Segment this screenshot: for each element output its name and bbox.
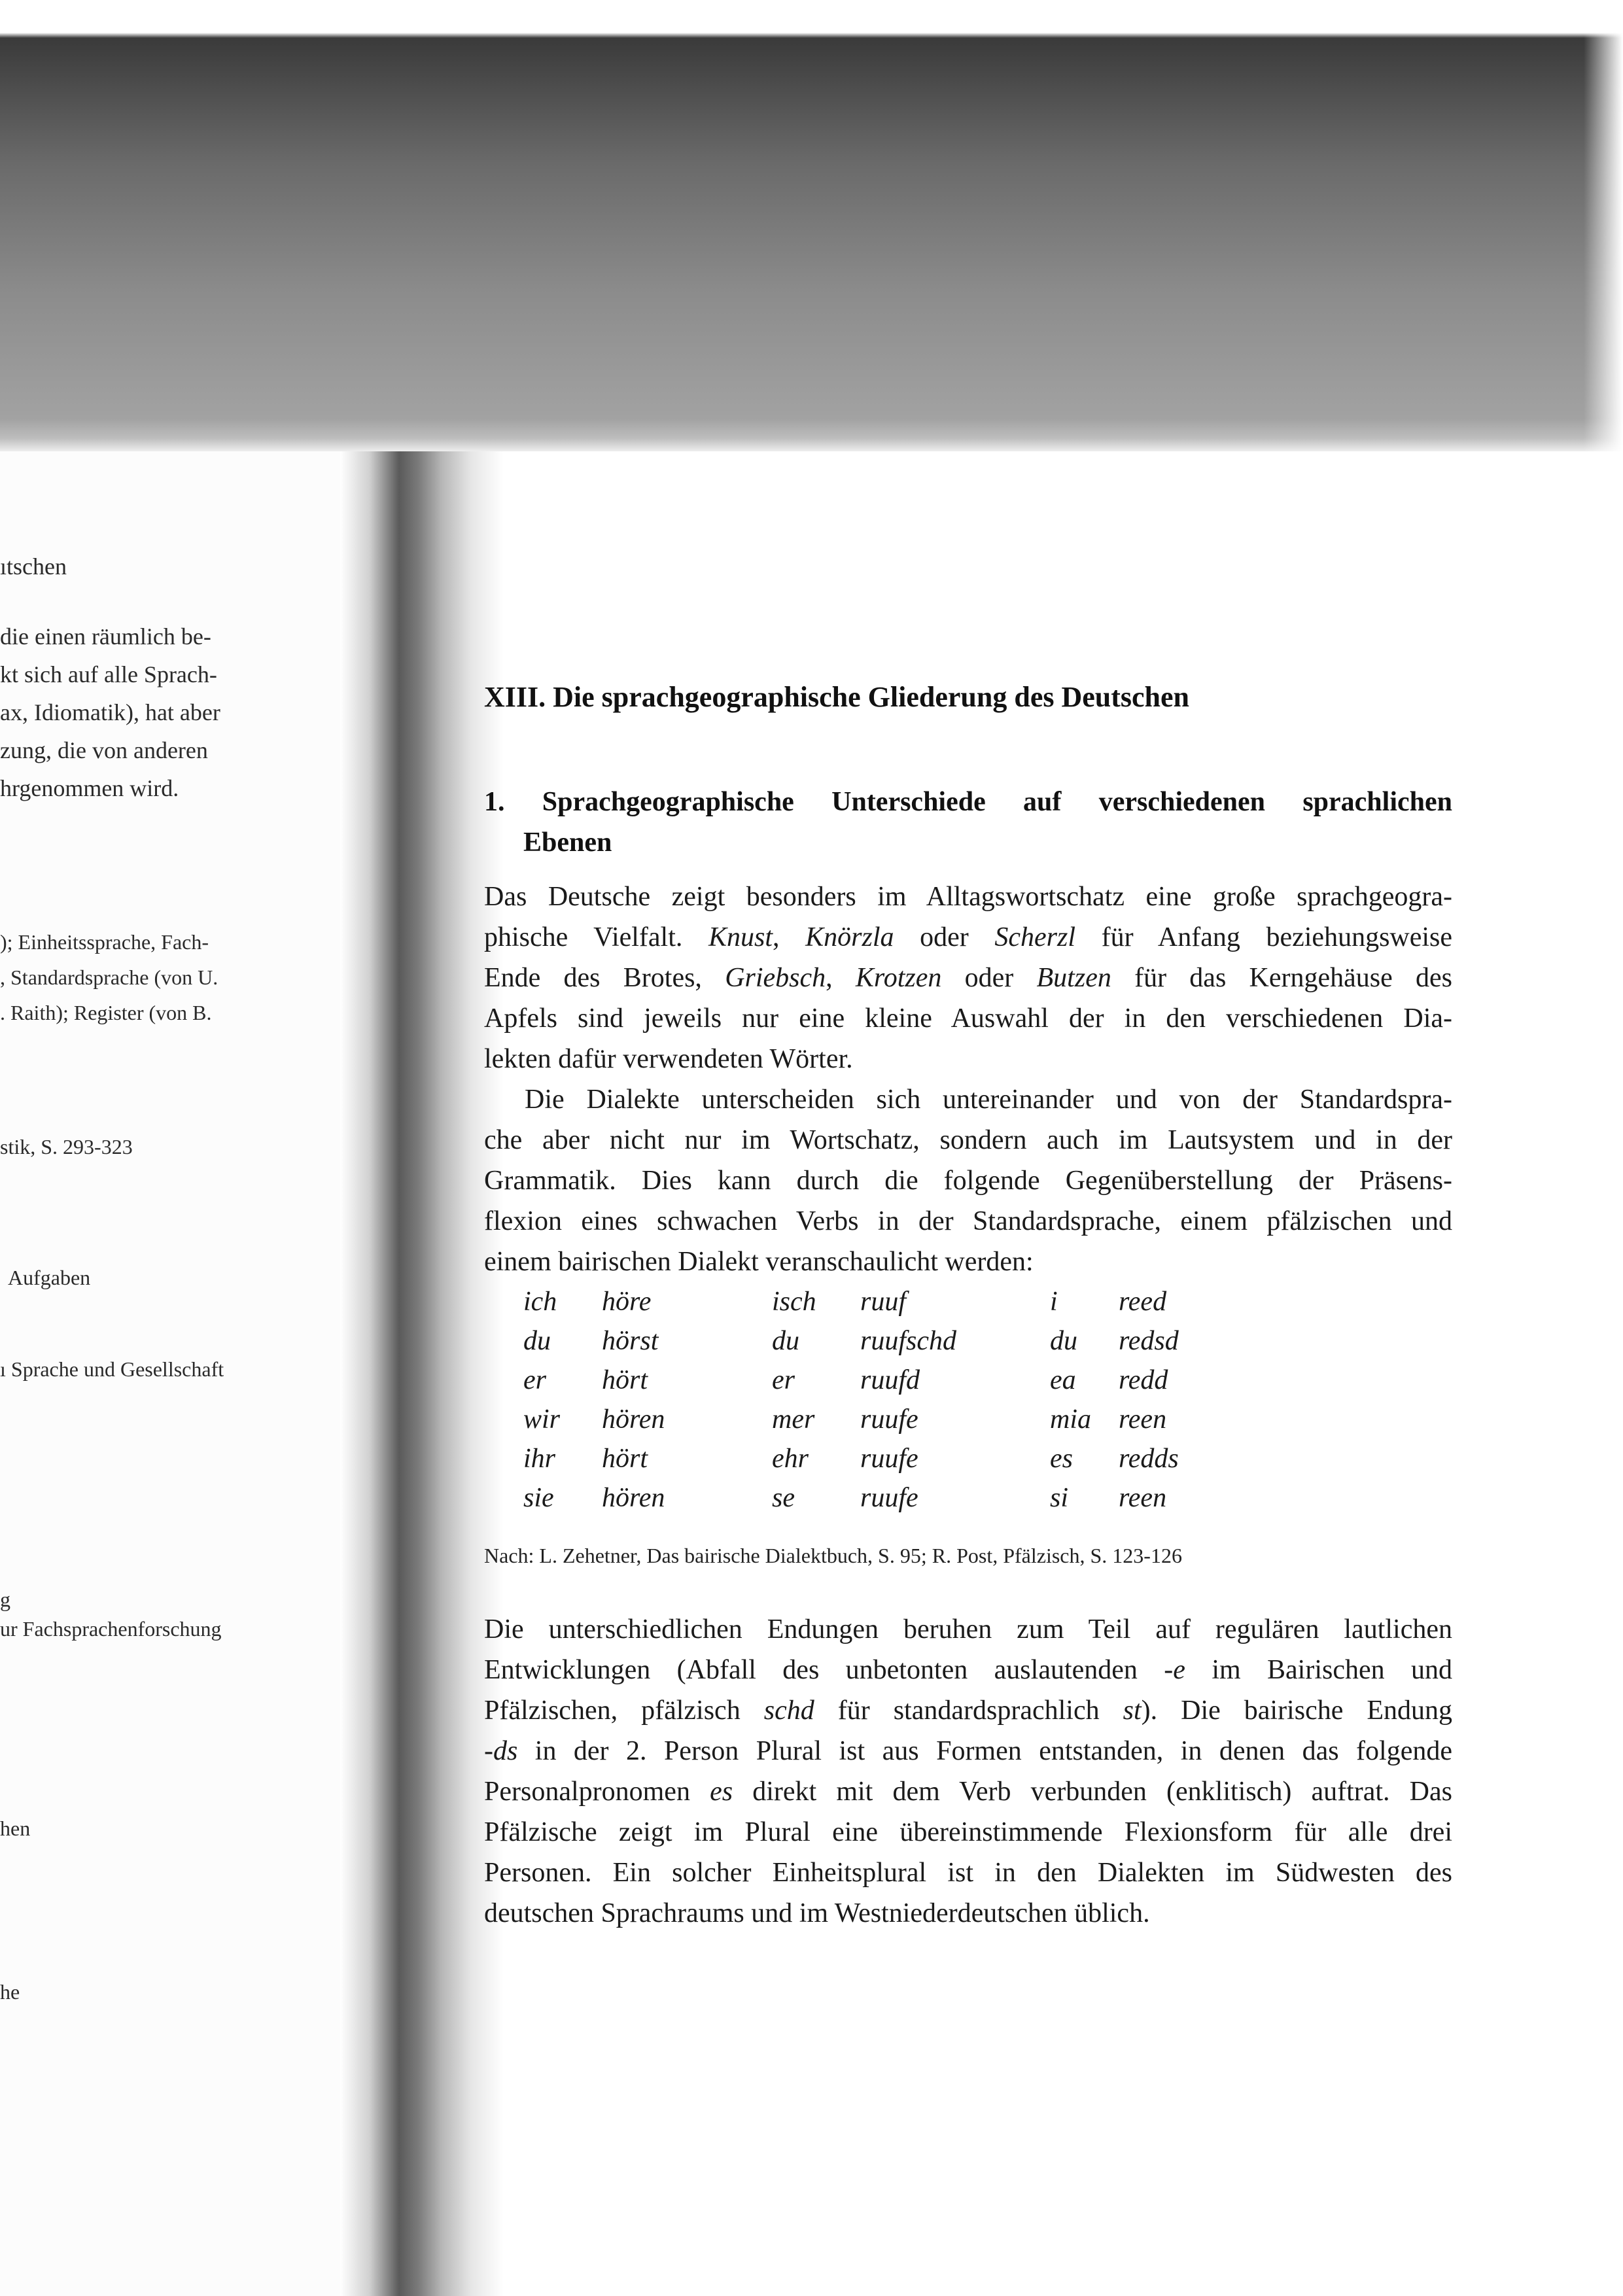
text-line: Pfälzischen, pfälzisch schd für standardsprachlich st). Die bairische Endung [484, 1696, 1453, 1726]
conjugation-table [523, 1282, 1243, 1518]
source-citation: Nach: L. Zehetner, Das bairische Dialektbuch, S. 95; R. Post, Pfälzisch, S. 123-126 [484, 1544, 1182, 1567]
paragraph-1 [484, 877, 1452, 1079]
table-verb: hört [602, 1365, 648, 1395]
table-verb: hörst [602, 1326, 659, 1356]
left-page-line: stik, S. 293-323 [0, 1135, 133, 1158]
left-page-line: he [0, 1980, 20, 2004]
table-verb: reen [1119, 1404, 1167, 1435]
section-title: 1. Sprachgeographische Unterschiede auf verschiedenen sprachlichen [484, 787, 1452, 817]
left-page-line: ); Einheitssprache, Fach- [0, 930, 209, 954]
paragraph-2 [484, 1079, 1452, 1282]
table-pronoun: se [772, 1483, 795, 1513]
left-page-line: ur Fachsprachenforschung [0, 1617, 222, 1641]
text-line: Grammatik. Dies kann durch die folgende Gegenüberstellung der Präsens- [484, 1166, 1452, 1196]
table-verb: redsd [1119, 1326, 1179, 1356]
table-pronoun: es [1050, 1444, 1073, 1474]
text-line: Die Dialekte unterscheiden sich untereinander und von der Standardspra- [525, 1085, 1452, 1115]
text-line: Entwicklungen (Abfall des unbetonten auslautenden -e im Bairischen und [484, 1655, 1453, 1685]
table-verb: ruufe [860, 1444, 918, 1474]
table-pronoun: ich [523, 1287, 557, 1317]
text-line: Personen. Ein solcher Einheitsplural ist in den Dialekten im Südwesten des [484, 1858, 1452, 1888]
left-page-line: hrgenommen wird. [0, 775, 179, 801]
table-verb: ruufschd [860, 1326, 956, 1356]
table-pronoun: ehr [772, 1444, 809, 1474]
table-pronoun: sie [523, 1483, 554, 1513]
text-line: Apfels sind jeweils nur eine kleine Auswahl der in den verschiedenen Dia- [484, 1003, 1452, 1034]
table-verb: ruuf [860, 1287, 907, 1317]
text-line: deutschen Sprachraums und im Westniederdeutschen üblich. [484, 1898, 1150, 1928]
text-line: einem bairischen Dialekt veranschaulicht werden: [484, 1247, 1034, 1277]
text-line: phische Vielfalt. Knust, Knörzla oder Scherzl für Anfang beziehungsweise [484, 922, 1453, 952]
left-page-line: hen [0, 1817, 31, 1840]
left-page-line: kt sich auf alle Sprach- [0, 661, 217, 687]
left-page-line: die einen räumlich be- [0, 623, 211, 650]
chapter-title: XIII. Die sprachgeographische Gliederung des Deutschen [484, 681, 1190, 713]
left-page-line: . Raith); Register (von B. [0, 1001, 212, 1024]
text-line: che aber nicht nur im Wortschatz, sondern auch im Lautsystem und in der [484, 1125, 1452, 1155]
table-pronoun: mer [772, 1404, 815, 1435]
table-verb: reed [1119, 1287, 1167, 1317]
table-pronoun: er [772, 1365, 795, 1395]
left-page-line: , Standardsprache (von U. [0, 965, 218, 989]
left-page-line: g [0, 1588, 10, 1611]
table-pronoun: ihr [523, 1444, 556, 1474]
table-verb: hören [602, 1483, 665, 1513]
section-title-continued: Ebenen [523, 827, 612, 858]
left-page [0, 451, 373, 2296]
table-pronoun: mia [1050, 1404, 1091, 1435]
table-pronoun: du [1050, 1326, 1077, 1356]
table-pronoun: isch [772, 1287, 816, 1317]
table-pronoun: du [523, 1326, 551, 1356]
table-pronoun: er [523, 1365, 546, 1395]
text-line: -ds in der 2. Person Plural ist aus Formen entstanden, in denen das folgende [484, 1736, 1452, 1766]
paragraph-3 [484, 1609, 1452, 1934]
table-pronoun: du [772, 1326, 799, 1356]
table-verb: ruufd [860, 1365, 920, 1395]
table-pronoun: si [1050, 1483, 1069, 1513]
table-verb: redd [1119, 1365, 1168, 1395]
left-page-line: ıtschen [0, 553, 67, 580]
table-verb: reen [1119, 1483, 1167, 1513]
left-page-line: zung, die von anderen [0, 737, 208, 763]
table-verb: hören [602, 1404, 665, 1435]
table-pronoun: i [1050, 1287, 1058, 1317]
text-line: Personalpronomen es direkt mit dem Verb verbunden (enklitisch) auftrat. Das [484, 1777, 1452, 1807]
text-line: lekten dafür verwendeten Wörter. [484, 1044, 853, 1074]
scan-shadow-band [0, 0, 1623, 451]
text-line: Pfälzische zeigt im Plural eine übereinstimmende Flexionsform für alle drei [484, 1817, 1452, 1847]
text-line: Die unterschiedlichen Endungen beruhen zum Teil auf regulären lautlichen [484, 1614, 1452, 1644]
left-page-line: ı Sprache und Gesellschaft [0, 1357, 224, 1381]
table-verb: ruufe [860, 1483, 918, 1513]
text-line: Das Deutsche zeigt besonders im Alltagswortschatz eine große sprachgeogra- [484, 882, 1452, 912]
left-page-line: Aufgaben [8, 1266, 91, 1289]
table-verb: redds [1119, 1444, 1179, 1474]
table-verb: hört [602, 1444, 648, 1474]
text-line: flexion eines schwachen Verbs in der Standardsprache, einem pfälzischen und [484, 1206, 1452, 1236]
page-gutter-shadow [340, 451, 504, 2296]
table-pronoun: ea [1050, 1365, 1076, 1395]
left-page-line: ax, Idiomatik), hat aber [0, 699, 220, 725]
table-verb: ruufe [860, 1404, 918, 1435]
table-pronoun: wir [523, 1404, 561, 1435]
scan-shadow-fade [1584, 0, 1623, 451]
table-verb: höre [602, 1287, 652, 1317]
text-line: Ende des Brotes, Griebsch, Krotzen oder Butzen für das Kerngehäuse des [484, 963, 1453, 993]
